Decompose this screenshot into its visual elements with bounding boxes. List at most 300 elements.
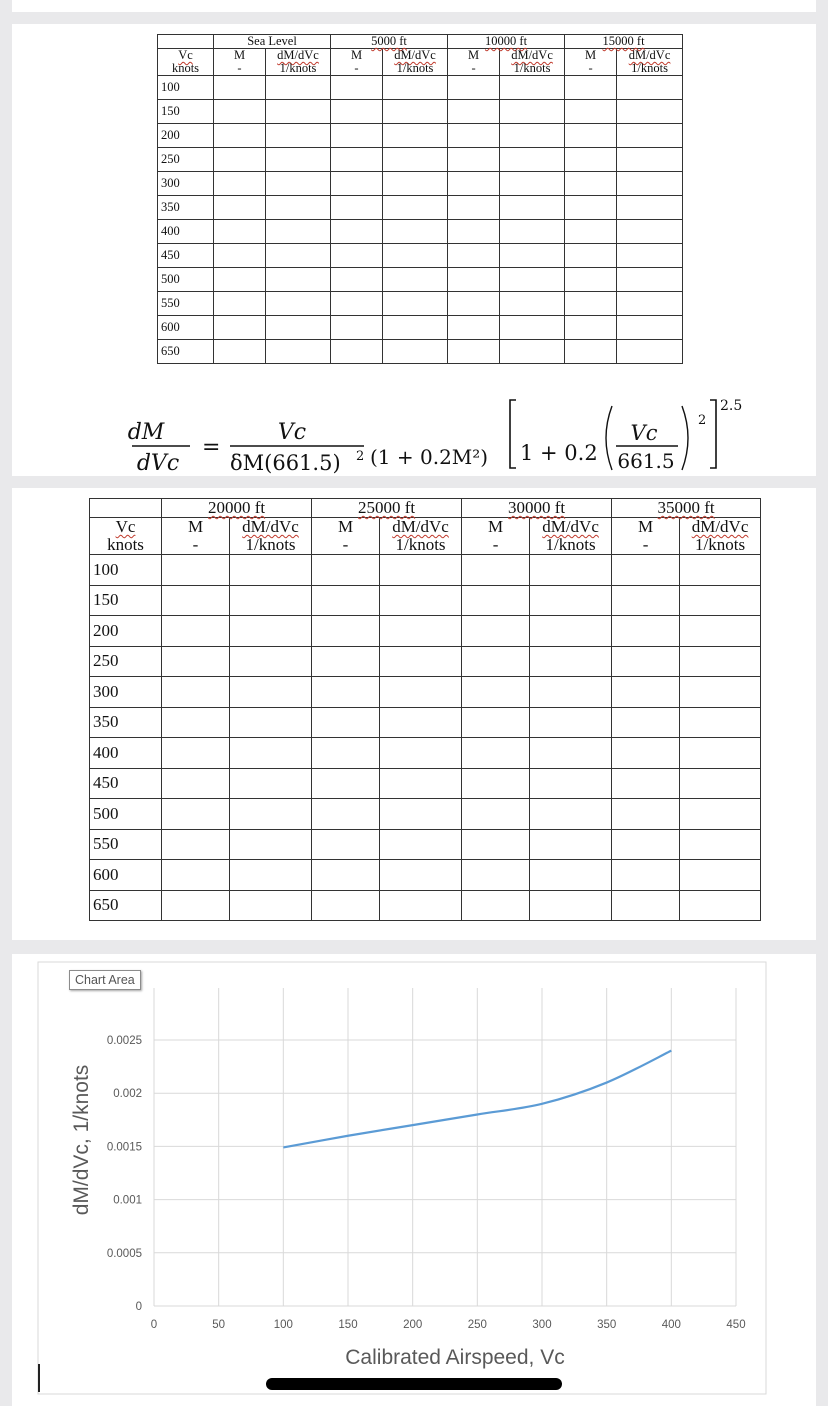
table-row xyxy=(158,316,683,340)
x-axis-title: Calibrated Airspeed, Vc xyxy=(345,1346,565,1369)
dmdvc-value-cell[interactable] xyxy=(617,196,683,220)
m-header: M xyxy=(214,49,266,63)
equation-lhs-denominator: dVc xyxy=(136,451,180,476)
mach-value-cell[interactable] xyxy=(162,616,230,647)
mach-value-cell[interactable] xyxy=(612,799,680,830)
previous-card-edge xyxy=(12,0,816,12)
vc-unit: knots xyxy=(158,62,214,76)
mach-value-cell[interactable] xyxy=(331,196,383,220)
dmdvc-value-cell[interactable] xyxy=(680,860,761,891)
dmdvc-value-cell[interactable] xyxy=(380,555,462,586)
mach-value-cell[interactable] xyxy=(162,829,230,860)
mach-table-high-altitudes xyxy=(89,498,761,921)
equation-fraction-denominator: δM(661.5) xyxy=(230,451,341,475)
dmdvc-value-cell[interactable] xyxy=(617,244,683,268)
dmdvc-value-cell[interactable] xyxy=(680,890,761,921)
equation-inner-numerator: Vc xyxy=(630,421,658,445)
dmdvc-value-cell[interactable] xyxy=(617,340,683,364)
dmdvc-value-cell[interactable] xyxy=(680,646,761,677)
dmdvc-value-cell[interactable] xyxy=(266,244,331,268)
table-row xyxy=(158,220,683,244)
dmdvc-value-cell[interactable] xyxy=(500,148,565,172)
vc-speed-cell: 500 xyxy=(158,268,214,292)
mach-value-cell[interactable] xyxy=(612,707,680,738)
mach-value-cell[interactable] xyxy=(612,585,680,616)
dmdvc-value-cell[interactable] xyxy=(500,220,565,244)
equation-factor: (1 + 0.2M²) xyxy=(370,445,489,469)
dmdvc-value-cell[interactable] xyxy=(266,148,331,172)
dmdvc-header: dM/dVc xyxy=(680,518,761,537)
mach-value-cell[interactable] xyxy=(565,196,617,220)
vc-speed-cell: 350 xyxy=(158,196,214,220)
mach-value-cell[interactable] xyxy=(214,244,266,268)
m-header: M xyxy=(331,49,383,63)
vc-speed-cell: 100 xyxy=(158,76,214,100)
mach-value-cell[interactable] xyxy=(312,677,380,708)
mach-value-cell[interactable] xyxy=(331,124,383,148)
dmdvc-value-cell[interactable] xyxy=(266,316,331,340)
dmdvc-value-cell[interactable] xyxy=(530,890,612,921)
dmdvc-value-cell[interactable] xyxy=(530,768,612,799)
table-row xyxy=(158,76,683,100)
altitude-header: 35000 ft xyxy=(612,499,761,518)
mach-value-cell[interactable] xyxy=(448,172,500,196)
dmdvc-value-cell[interactable] xyxy=(383,172,448,196)
vc-speed-cell: 150 xyxy=(90,585,162,616)
dmdvc-value-cell[interactable] xyxy=(380,646,462,677)
dmdvc-value-cell[interactable] xyxy=(266,124,331,148)
mach-value-cell[interactable] xyxy=(565,268,617,292)
y-tick-label: 0.0015 xyxy=(106,1141,142,1154)
dmdvc-value-cell[interactable] xyxy=(617,172,683,196)
vc-speed-cell: 200 xyxy=(158,124,214,148)
dmdvc-value-cell[interactable] xyxy=(680,707,761,738)
mach-value-cell[interactable] xyxy=(565,292,617,316)
vc-speed-cell: 600 xyxy=(158,316,214,340)
dmdvc-value-cell[interactable] xyxy=(230,738,312,769)
dmdvc-value-cell[interactable] xyxy=(530,555,612,586)
x-tick-label: 150 xyxy=(338,1319,358,1331)
mach-value-cell[interactable] xyxy=(448,268,500,292)
dmdvc-value-cell[interactable] xyxy=(230,646,312,677)
dmdvc-value-cell[interactable] xyxy=(500,124,565,148)
dmdvc-value-cell[interactable] xyxy=(266,292,331,316)
table-row xyxy=(90,738,761,769)
dmdvc-value-cell[interactable] xyxy=(230,860,312,891)
mach-value-cell[interactable] xyxy=(331,100,383,124)
dmdvc-value-cell[interactable] xyxy=(230,555,312,586)
mach-value-cell[interactable] xyxy=(312,799,380,830)
dmdvc-value-cell[interactable] xyxy=(380,738,462,769)
dmdvc-value-cell[interactable] xyxy=(617,292,683,316)
m-unit: - xyxy=(312,536,380,555)
table-row xyxy=(90,555,761,586)
dmdvc-value-cell[interactable] xyxy=(680,829,761,860)
dmdvc-value-cell[interactable] xyxy=(617,268,683,292)
mach-value-cell[interactable] xyxy=(162,646,230,677)
dmdvc-value-cell[interactable] xyxy=(530,677,612,708)
dmdvc-value-cell[interactable] xyxy=(530,707,612,738)
table-row xyxy=(90,707,761,738)
mach-value-cell[interactable] xyxy=(462,677,530,708)
altitude-header: 10000 ft xyxy=(448,35,565,49)
y-tick-label: 0 xyxy=(135,1301,142,1313)
table-row xyxy=(158,124,683,148)
table-row xyxy=(158,268,683,292)
mach-value-cell[interactable] xyxy=(462,555,530,586)
dmdvc-value-cell[interactable] xyxy=(680,616,761,647)
dmdvc-value-cell[interactable] xyxy=(266,172,331,196)
chart-area-border xyxy=(38,962,766,1394)
mach-value-cell[interactable] xyxy=(331,268,383,292)
dmdvc-value-cell[interactable] xyxy=(380,585,462,616)
mach-value-cell[interactable] xyxy=(214,268,266,292)
dmdvc-header: dM/dVc xyxy=(530,518,612,537)
mach-value-cell[interactable] xyxy=(565,148,617,172)
vc-speed-cell: 400 xyxy=(90,738,162,769)
dmdvc-value-cell[interactable] xyxy=(530,799,612,830)
mach-value-cell[interactable] xyxy=(462,707,530,738)
dmdvc-header: dM/dVc xyxy=(230,518,312,537)
table-row xyxy=(158,172,683,196)
mach-value-cell[interactable] xyxy=(312,616,380,647)
dmdvc-unit: 1/knots xyxy=(380,536,462,555)
mach-value-cell[interactable] xyxy=(214,148,266,172)
mach-value-cell[interactable] xyxy=(331,220,383,244)
dmdvc-value-cell[interactable] xyxy=(380,768,462,799)
dmdvc-value-cell[interactable] xyxy=(617,316,683,340)
mach-value-cell[interactable] xyxy=(448,316,500,340)
dmdvc-value-cell[interactable] xyxy=(266,196,331,220)
dmdvc-value-cell[interactable] xyxy=(383,220,448,244)
mach-value-cell[interactable] xyxy=(462,799,530,830)
m-unit: - xyxy=(565,62,617,76)
x-tick-label: 400 xyxy=(661,1319,681,1331)
equation-inner-exponent: 2 xyxy=(698,413,707,428)
vc-speed-cell: 350 xyxy=(90,707,162,738)
mach-value-cell[interactable] xyxy=(331,172,383,196)
table-body xyxy=(90,555,761,921)
mach-value-cell[interactable] xyxy=(312,585,380,616)
dmdvc-value-cell[interactable] xyxy=(617,100,683,124)
mach-value-cell[interactable] xyxy=(162,890,230,921)
dmdvc-value-cell[interactable] xyxy=(383,124,448,148)
dmdvc-value-cell[interactable] xyxy=(383,340,448,364)
table-row xyxy=(90,768,761,799)
dmdvc-value-cell[interactable] xyxy=(383,148,448,172)
mach-value-cell[interactable] xyxy=(462,829,530,860)
dmdvc-value-cell[interactable] xyxy=(380,707,462,738)
mach-value-cell[interactable] xyxy=(312,829,380,860)
mach-value-cell[interactable] xyxy=(162,768,230,799)
mach-value-cell[interactable] xyxy=(331,148,383,172)
mach-value-cell[interactable] xyxy=(448,196,500,220)
mach-value-cell[interactable] xyxy=(162,555,230,586)
vc-unit: knots xyxy=(90,536,162,555)
mach-value-cell[interactable] xyxy=(448,292,500,316)
mach-value-cell[interactable] xyxy=(612,890,680,921)
mach-value-cell[interactable] xyxy=(448,124,500,148)
dmdvc-value-cell[interactable] xyxy=(266,100,331,124)
mach-value-cell[interactable] xyxy=(331,340,383,364)
dmdvc-value-cell[interactable] xyxy=(617,76,683,100)
vc-speed-cell: 600 xyxy=(90,860,162,891)
table-card-low-altitude xyxy=(12,24,816,476)
mach-value-cell[interactable] xyxy=(565,124,617,148)
mach-value-cell[interactable] xyxy=(162,677,230,708)
mach-value-cell[interactable] xyxy=(612,616,680,647)
table-row xyxy=(90,616,761,647)
home-indicator[interactable] xyxy=(266,1378,562,1390)
dmdvc-value-cell[interactable] xyxy=(530,860,612,891)
dmdvc-value-cell[interactable] xyxy=(680,555,761,586)
mach-value-cell[interactable] xyxy=(565,316,617,340)
mach-value-cell[interactable] xyxy=(462,890,530,921)
table-row xyxy=(90,646,761,677)
mach-value-cell[interactable] xyxy=(462,738,530,769)
dmdvc-value-cell[interactable] xyxy=(383,196,448,220)
x-tick-label: 200 xyxy=(403,1319,423,1331)
mach-value-cell[interactable] xyxy=(448,148,500,172)
m-unit: - xyxy=(612,536,680,555)
text-cursor xyxy=(38,1364,40,1392)
table-card-high-altitude xyxy=(12,488,816,940)
mach-value-cell[interactable] xyxy=(214,292,266,316)
mach-value-cell[interactable] xyxy=(612,860,680,891)
mach-value-cell[interactable] xyxy=(312,890,380,921)
dmdvc-value-cell[interactable] xyxy=(230,829,312,860)
mach-value-cell[interactable] xyxy=(214,100,266,124)
dmdvc-value-cell[interactable] xyxy=(383,76,448,100)
mach-value-cell[interactable] xyxy=(612,768,680,799)
mach-value-cell[interactable] xyxy=(312,738,380,769)
dmdvc-value-cell[interactable] xyxy=(500,100,565,124)
dmdvc-value-cell[interactable] xyxy=(266,340,331,364)
vc-speed-cell: 300 xyxy=(90,677,162,708)
mach-value-cell[interactable] xyxy=(565,172,617,196)
dmdvc-value-cell[interactable] xyxy=(380,677,462,708)
dmdvc-value-cell[interactable] xyxy=(266,76,331,100)
dmdvc-unit: 1/knots xyxy=(230,536,312,555)
dmdvc-value-cell[interactable] xyxy=(266,268,331,292)
mach-value-cell[interactable] xyxy=(612,646,680,677)
dmdvc-value-cell[interactable] xyxy=(266,220,331,244)
altitude-header: 20000 ft xyxy=(162,499,312,518)
dmdvc-value-cell[interactable] xyxy=(500,316,565,340)
table-row xyxy=(90,677,761,708)
vc-speed-cell: 500 xyxy=(90,799,162,830)
dmdvc-value-cell[interactable] xyxy=(500,172,565,196)
dmdvc-value-cell[interactable] xyxy=(500,340,565,364)
x-tick-label: 350 xyxy=(597,1319,617,1331)
dmdvc-unit: 1/knots xyxy=(500,62,565,76)
x-tick-label: 250 xyxy=(467,1319,487,1331)
mach-value-cell[interactable] xyxy=(312,646,380,677)
mach-value-cell[interactable] xyxy=(214,316,266,340)
mach-value-cell[interactable] xyxy=(312,768,380,799)
mach-value-cell[interactable] xyxy=(214,340,266,364)
mach-value-cell[interactable] xyxy=(462,860,530,891)
vc-speed-cell: 550 xyxy=(90,829,162,860)
mach-value-cell[interactable] xyxy=(448,340,500,364)
dmdvc-value-cell[interactable] xyxy=(500,76,565,100)
mach-value-cell[interactable] xyxy=(612,738,680,769)
dmdvc-header: dM/dVc xyxy=(380,518,462,537)
mach-value-cell[interactable] xyxy=(462,616,530,647)
mach-value-cell[interactable] xyxy=(462,768,530,799)
mach-value-cell[interactable] xyxy=(612,677,680,708)
mach-value-cell[interactable] xyxy=(214,76,266,100)
dmdvc-value-cell[interactable] xyxy=(530,616,612,647)
table-row xyxy=(158,244,683,268)
dmdvc-unit: 1/knots xyxy=(617,62,683,76)
mach-value-cell[interactable] xyxy=(162,799,230,830)
table-row xyxy=(90,890,761,921)
mach-value-cell[interactable] xyxy=(162,860,230,891)
vc-speed-cell: 250 xyxy=(90,646,162,677)
dm-dvc-equation xyxy=(127,394,772,476)
dmdvc-value-cell[interactable] xyxy=(530,585,612,616)
m-unit: - xyxy=(162,536,230,555)
table-row xyxy=(158,100,683,124)
mach-value-cell[interactable] xyxy=(162,738,230,769)
table-row xyxy=(158,340,683,364)
altitude-header: 25000 ft xyxy=(312,499,462,518)
mach-value-cell[interactable] xyxy=(565,76,617,100)
dmdvc-unit: 1/knots xyxy=(530,536,612,555)
dmdvc-value-cell[interactable] xyxy=(380,860,462,891)
mach-value-cell[interactable] xyxy=(312,555,380,586)
vc-speed-cell: 650 xyxy=(90,890,162,921)
table-row xyxy=(158,196,683,220)
dmdvc-value-cell[interactable] xyxy=(383,268,448,292)
dmdvc-value-cell[interactable] xyxy=(500,196,565,220)
dmdvc-value-cell[interactable] xyxy=(230,677,312,708)
mach-value-cell[interactable] xyxy=(331,76,383,100)
mach-value-cell[interactable] xyxy=(448,76,500,100)
mach-value-cell[interactable] xyxy=(565,100,617,124)
y-axis-title: dM/dVc, 1/knots xyxy=(70,1064,93,1216)
vc-speed-cell: 450 xyxy=(90,768,162,799)
vc-speed-cell: 150 xyxy=(158,100,214,124)
mach-value-cell[interactable] xyxy=(312,707,380,738)
mach-value-cell[interactable] xyxy=(162,585,230,616)
mach-value-cell[interactable] xyxy=(312,860,380,891)
dmdvc-unit: 1/knots xyxy=(383,62,448,76)
altitude-header: 30000 ft xyxy=(462,499,612,518)
mach-value-cell[interactable] xyxy=(448,220,500,244)
equation-fraction-denominator-exponent: 2 xyxy=(356,449,365,464)
table-row xyxy=(90,799,761,830)
dmdvc-value-cell[interactable] xyxy=(680,738,761,769)
vc-speed-cell: 650 xyxy=(158,340,214,364)
vc-speed-cell: 450 xyxy=(158,244,214,268)
dmdvc-value-cell[interactable] xyxy=(380,890,462,921)
dmdvc-value-cell[interactable] xyxy=(680,768,761,799)
dmdvc-value-cell[interactable] xyxy=(680,585,761,616)
y-tick-label: 0.0025 xyxy=(106,1035,142,1047)
mach-value-cell[interactable] xyxy=(162,707,230,738)
table-body xyxy=(158,76,683,364)
table-row xyxy=(158,292,683,316)
header-blank-cell xyxy=(158,35,214,49)
dmdvc-value-cell[interactable] xyxy=(230,768,312,799)
dmdvc-value-cell[interactable] xyxy=(500,292,565,316)
equation-outer-exponent: 2.5 xyxy=(720,398,743,414)
dmdvc-value-cell[interactable] xyxy=(383,292,448,316)
mach-value-cell[interactable] xyxy=(565,244,617,268)
dmdvc-value-cell[interactable] xyxy=(380,829,462,860)
m-unit: - xyxy=(331,62,383,76)
m-unit: - xyxy=(462,536,530,555)
mach-value-cell[interactable] xyxy=(331,292,383,316)
dmdvc-value-cell[interactable] xyxy=(530,646,612,677)
dmdvc-value-cell[interactable] xyxy=(230,890,312,921)
x-tick-label: 0 xyxy=(150,1319,158,1331)
dmdvc-value-cell[interactable] xyxy=(530,829,612,860)
dmdvc-value-cell[interactable] xyxy=(680,799,761,830)
mach-value-cell[interactable] xyxy=(448,100,500,124)
m-unit: - xyxy=(448,62,500,76)
mach-value-cell[interactable] xyxy=(331,244,383,268)
mach-value-cell[interactable] xyxy=(214,220,266,244)
mach-value-cell[interactable] xyxy=(448,244,500,268)
mach-value-cell[interactable] xyxy=(565,340,617,364)
vc-speed-cell: 200 xyxy=(90,616,162,647)
equation-equals: = xyxy=(202,435,221,460)
altitude-header: Sea Level xyxy=(214,35,331,49)
mach-value-cell[interactable] xyxy=(214,196,266,220)
dmdvc-value-cell[interactable] xyxy=(617,124,683,148)
equation-fraction-numerator: Vc xyxy=(277,420,307,445)
vc-header: Vc xyxy=(158,49,214,63)
dmdvc-value-cell[interactable] xyxy=(230,799,312,830)
dmdvc-value-cell[interactable] xyxy=(230,585,312,616)
y-tick-label: 0.001 xyxy=(113,1194,142,1207)
dmdvc-header: dM/dVc xyxy=(266,49,331,63)
dmdvc-value-cell[interactable] xyxy=(380,799,462,830)
mach-value-cell[interactable] xyxy=(214,124,266,148)
dmdvc-header: dM/dVc xyxy=(617,49,683,63)
mach-value-cell[interactable] xyxy=(462,585,530,616)
dmdvc-value-cell[interactable] xyxy=(230,616,312,647)
m-header: M xyxy=(162,518,230,537)
mach-value-cell[interactable] xyxy=(565,220,617,244)
m-header: M xyxy=(565,49,617,63)
dmdvc-value-cell[interactable] xyxy=(383,244,448,268)
dmdvc-value-cell[interactable] xyxy=(530,738,612,769)
mach-value-cell[interactable] xyxy=(214,172,266,196)
vc-speed-cell: 550 xyxy=(158,292,214,316)
dmdvc-value-cell[interactable] xyxy=(500,244,565,268)
mach-value-cell[interactable] xyxy=(612,555,680,586)
dmdvc-value-cell[interactable] xyxy=(383,100,448,124)
dmdvc-value-cell[interactable] xyxy=(230,707,312,738)
equation-bracket-term: 1 + 0.2 xyxy=(520,441,598,465)
vc-speed-cell: 250 xyxy=(158,148,214,172)
dmdvc-value-cell[interactable] xyxy=(500,268,565,292)
dmdvc-value-cell[interactable] xyxy=(617,220,683,244)
dmdvc-value-cell[interactable] xyxy=(680,677,761,708)
mach-value-cell[interactable] xyxy=(462,646,530,677)
dmdvc-value-cell[interactable] xyxy=(617,148,683,172)
dmdvc-value-cell[interactable] xyxy=(380,616,462,647)
y-tick-label: 0.0005 xyxy=(106,1247,142,1260)
mach-value-cell[interactable] xyxy=(612,829,680,860)
mach-value-cell[interactable] xyxy=(331,316,383,340)
table-row xyxy=(90,585,761,616)
dmdvc-value-cell[interactable] xyxy=(383,316,448,340)
